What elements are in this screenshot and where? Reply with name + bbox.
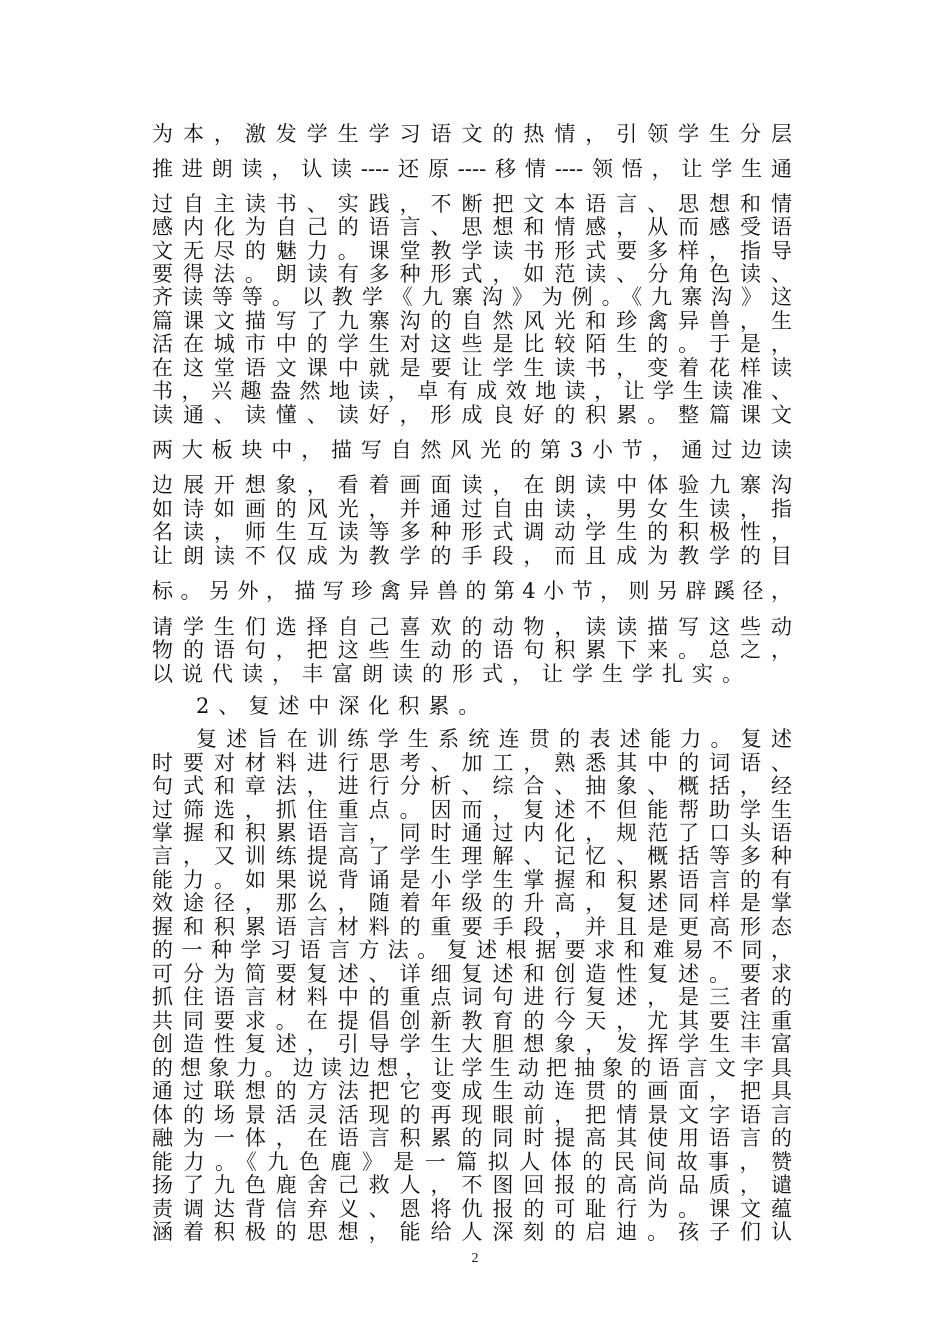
text-line: 书，兴趣盎然地读，卓有成效地读，让学生读准、 [152,379,792,404]
text-line: 过自主读书、实践，不断把文本语言、思想和情 [152,191,792,216]
text-line: 句式和章法，进行分析、综合、抽象、概括，经 [152,774,792,798]
text-line: 读通、读懂、读好，形成良好的积累。整篇课文 [152,402,792,427]
text-line: 效途径，那么，随着年级的升高，复述同样是掌 [152,891,792,916]
text-line: 标。另外，描写珍禽异兽的第4小节，则另辟蹊径， [152,579,792,604]
text-line: 可分为简要复述、详细复述和创造性复述。要求 [152,961,792,986]
text-line: 的想象力。边读边想，让学生动把抽象的语言文字具 [152,1055,792,1080]
text-line: 感内化为自己的语言、思想和情感，从而感受语 [152,215,792,239]
text-line: 责调达背信弃义、恩将仇报的可耻行为。课文蕴 [152,1196,792,1221]
text-line: 扬了九色鹿舍己救人，不图回报的高尚品质，谴 [152,1173,792,1198]
text-line: 请学生们选择自己喜欢的动物，读读描写这些动 [152,614,792,639]
text-line: 在这堂语文课中就是要让学生读书，变着花样读 [152,355,792,380]
text-line: 两大板块中，描写自然风光的第3小节，通过边读 [152,437,792,462]
text-line: 通过联想的方法把它变成生动连贯的画面，把具 [152,1079,792,1104]
text-line: 如诗如画的风光，并通过自由读，男女生读，指 [152,496,792,521]
text-line: 齐读等等。以教学《九寨沟》为例。《九寨沟》这 [152,285,792,310]
text-line: 边展开想象，看着画面读，在朗读中体验九寨沟 [152,473,792,498]
text-line: 涵着积极的思想，能给人深刻的启迪。孩子们认 [152,1220,792,1244]
text-line: 复述旨在训练学生系统连贯的表述能力。复述 [196,727,792,752]
text-line: 体的场景活灵活现的再现眼前，把情景文字语言 [152,1102,792,1127]
text-line: 以说代读，丰富朗读的形式，让学生学扎实。 [152,661,752,686]
text-line: 活在城市中的学生对这些是比较陌生的。于是， [152,332,792,357]
text-line: 创造性复述，引导学生大胆想象，发挥学生丰富 [152,1032,792,1057]
text-line: 共同要求。在提倡创新教育的今天，尤其要注重 [152,1008,792,1033]
text-line: 为本，激发学生学习语文的热情，引领学生分层 [152,122,792,146]
text-line: 推进朗读，认读----还原----移情----领悟，让学生通 [152,156,792,181]
text-line: 言，又训练提高了学生理解、记忆、概括等多种 [152,844,792,869]
text-line: 抓住语言材料中的重点词句进行复述，是三者的 [152,985,792,1010]
text-line: 能力。如果说背诵是小学生掌握和积累语言的有 [152,867,792,892]
text-line: 过筛选，抓住重点。因而，复述不但能帮助学生 [152,797,792,822]
text-line: 融为一体，在语言积累的同时提高其使用语言的 [152,1126,792,1151]
text-line: 名读，师生互读等多种形式调动学生的积极性， [152,520,792,545]
text-line: 能力。《九色鹿》是一篇拟人体的民间故事，赞 [152,1149,792,1174]
text-line: 时要对材料进行思考、加工，熟悉其中的词语、 [152,750,792,775]
section-heading: 2、复述中深化积累。 [196,694,489,718]
text-line: 篇课文描写了九寨沟的自然风光和珍禽异兽，生 [152,308,792,333]
text-line: 的一种学习语言方法。复述根据要求和难易不同， [152,938,792,963]
text-line: 物的语句，把这些生动的语句积累下来。总之， [152,638,792,663]
text-line: 让朗读不仅成为教学的手段，而且成为教学的目 [152,543,792,568]
text-line: 要得法。朗读有多种形式，如范读、分角色读、 [152,262,792,286]
text-line: 掌握和积累语言，同时通过内化，规范了口头语 [152,821,792,845]
text-line: 文无尽的魅力。课堂教学读书形式要多样，指导 [152,238,792,263]
text-line: 握和积累语言材料的重要手段，并且是更高形态 [152,914,792,939]
page-number: 2 [471,1251,479,1266]
